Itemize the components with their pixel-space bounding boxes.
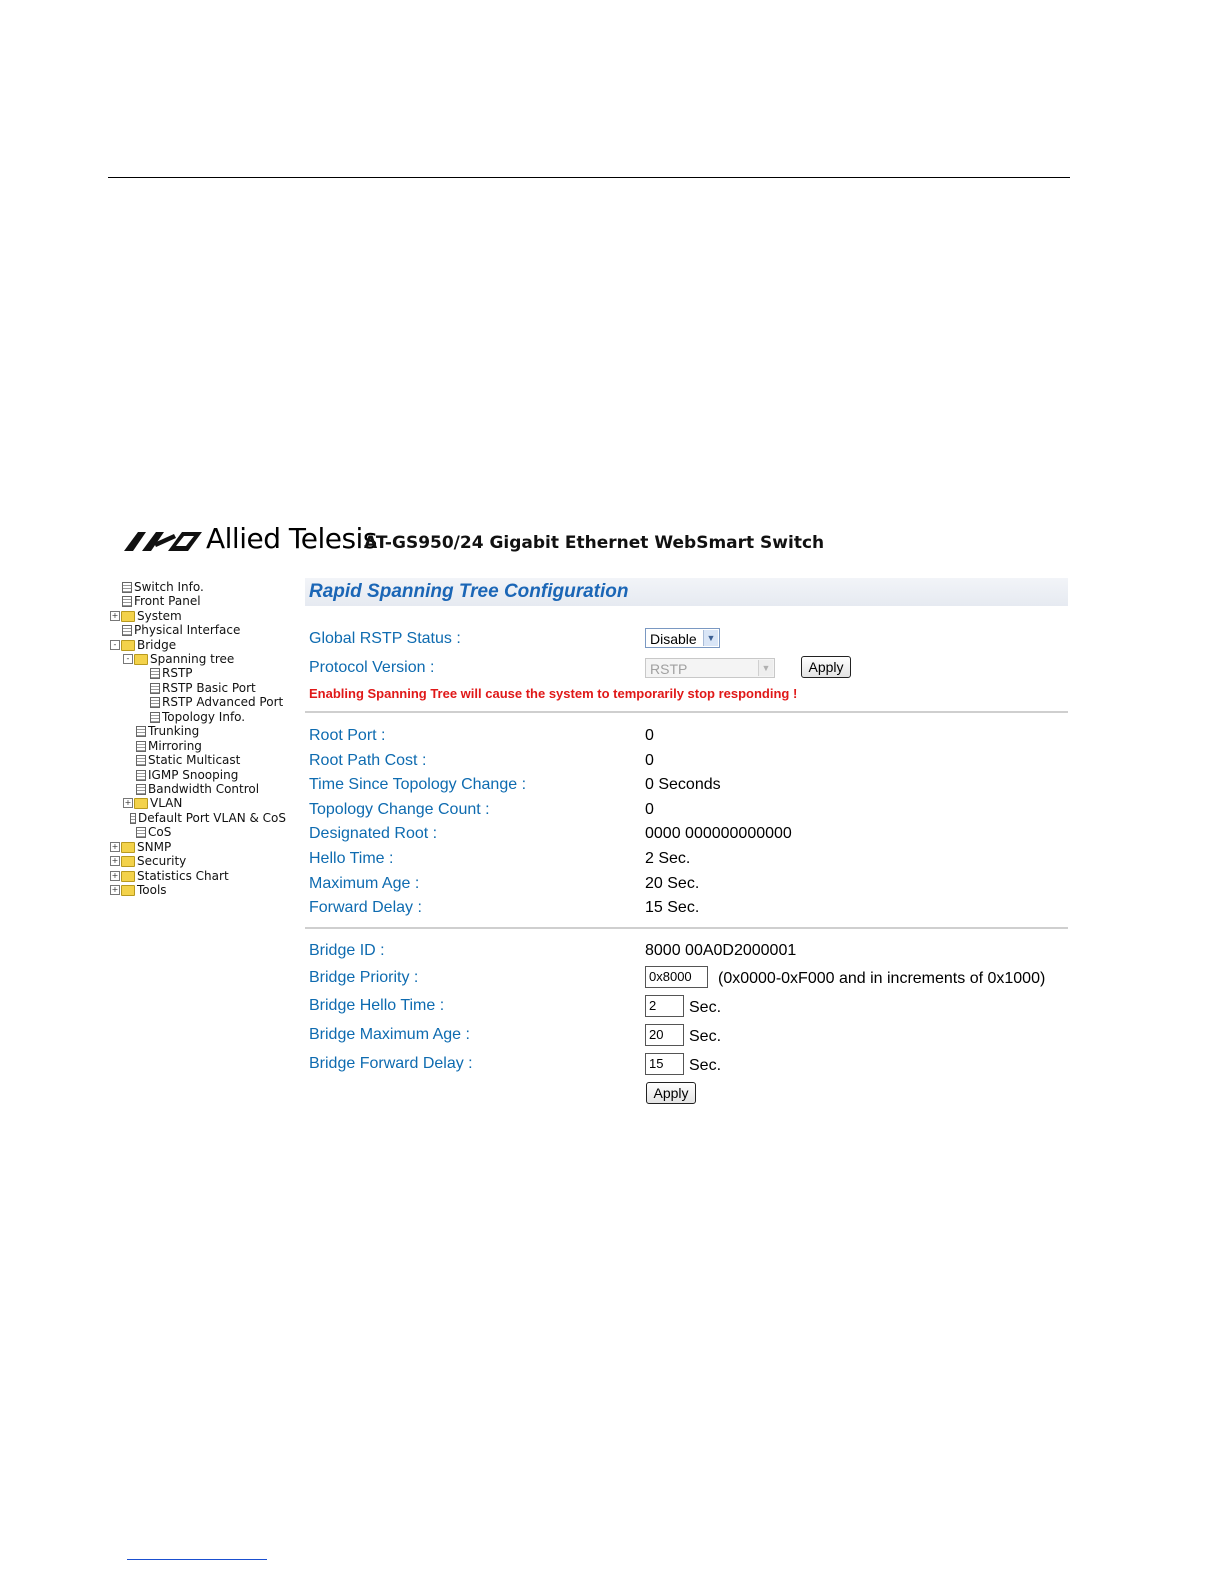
topology-change-count-label: Topology Change Count :	[309, 801, 490, 818]
tree-item-label: Switch Info.	[134, 580, 204, 594]
chevron-down-icon: ▼	[758, 660, 773, 676]
expand-plus-icon[interactable]: +	[111, 611, 119, 620]
tree-item-label: Trunking	[148, 724, 200, 738]
bridge-hello-time-input[interactable]: 2	[645, 995, 684, 1017]
document-icon	[136, 770, 146, 781]
bridge-hello-time-unit: Sec.	[689, 999, 722, 1016]
time-since-topology-change-value: 0 Seconds	[645, 776, 721, 793]
divider	[305, 927, 1068, 929]
bridge-forward-delay-label: Bridge Forward Delay :	[309, 1055, 473, 1072]
bridge-id-value: 8000 00A0D2000001	[645, 942, 797, 959]
hello-time-label: Hello Time :	[309, 850, 394, 867]
apply-status-button[interactable]: Apply	[801, 656, 851, 678]
tree-item-tools[interactable]	[110, 883, 167, 897]
expand-plus-icon[interactable]: +	[111, 885, 119, 894]
bridge-priority-input[interactable]: 0x8000	[645, 966, 708, 988]
folder-icon	[121, 611, 135, 622]
tree-item-label: Physical Interface	[134, 623, 241, 637]
tree-item-snmp[interactable]	[110, 840, 171, 854]
bridge-maximum-age-input[interactable]: 20	[645, 1024, 684, 1046]
bridge-hello-time-label: Bridge Hello Time :	[309, 997, 445, 1014]
forward-delay-value: 15 Sec.	[645, 899, 700, 916]
root-path-cost-value: 0	[645, 752, 654, 769]
tree-item-label: Static Multicast	[148, 753, 241, 767]
tree-item-topology-info[interactable]	[140, 710, 245, 724]
collapse-minus-icon[interactable]: -	[123, 654, 133, 664]
tree-item-rstp-advanced-port[interactable]	[140, 695, 283, 709]
bridge-id-label: Bridge ID :	[309, 942, 385, 959]
tree-item-vlan[interactable]	[123, 796, 182, 810]
bridge-maximum-age-label: Bridge Maximum Age :	[309, 1026, 470, 1043]
tree-item-label: Spanning tree	[150, 652, 235, 666]
page-title: Rapid Spanning Tree Configuration	[309, 581, 629, 602]
document-icon	[136, 726, 146, 737]
tree-item-bandwidth-control[interactable]	[126, 782, 259, 796]
tree-item-trunking[interactable]	[126, 724, 199, 738]
bridge-priority-label: Bridge Priority :	[309, 969, 419, 986]
footer-link-underline[interactable]	[127, 1559, 267, 1560]
collapse-minus-icon[interactable]: -	[110, 640, 120, 650]
tree-item-label: Default Port VLAN & CoS	[138, 811, 286, 825]
designated-root-value: 0000 000000000000	[645, 825, 792, 842]
tree-item-switch-info[interactable]	[112, 580, 204, 594]
root-path-cost-label: Root Path Cost :	[309, 752, 427, 769]
folder-icon	[121, 885, 135, 896]
tree-item-rstp-basic-port[interactable]	[140, 681, 256, 695]
app-header	[110, 514, 1070, 566]
global-rstp-status-value: Disable	[650, 631, 697, 647]
expand-plus-icon[interactable]: +	[111, 842, 119, 851]
designated-root-label: Designated Root :	[309, 825, 438, 842]
global-rstp-status-select[interactable]	[645, 628, 720, 648]
bridge-maximum-age-unit: Sec.	[689, 1028, 722, 1045]
expand-plus-icon[interactable]: +	[124, 798, 132, 807]
tree-item-label: Topology Info.	[162, 710, 246, 724]
tree-item-igmp-snooping[interactable]	[126, 768, 238, 782]
document-icon	[150, 683, 160, 694]
tree-item-spanning-tree[interactable]	[123, 652, 234, 666]
folder-icon	[121, 842, 135, 853]
document-icon	[136, 741, 146, 752]
bridge-priority-hint: (0x0000-0xF000 and in increments of 0x1000)	[718, 970, 1046, 987]
divider	[305, 711, 1068, 713]
tree-item-rstp[interactable]	[140, 666, 193, 680]
tree-item-label: CoS	[148, 825, 172, 839]
apply-bridge-button[interactable]: Apply	[646, 1082, 696, 1104]
protocol-version-value: RSTP	[650, 661, 688, 677]
hello-time-value: 2 Sec.	[645, 850, 691, 867]
topology-change-count-value: 0	[645, 801, 654, 818]
folder-icon	[121, 871, 135, 882]
document-icon	[122, 596, 132, 607]
tree-item-label: RSTP Basic Port	[162, 681, 256, 695]
folder-icon	[121, 856, 135, 867]
tree-item-mirroring[interactable]	[126, 739, 202, 753]
global-rstp-status-label: Global RSTP Status :	[309, 630, 461, 647]
expand-plus-icon[interactable]: +	[111, 871, 119, 880]
rstp-config-panel	[305, 578, 1070, 1106]
tree-item-label: Mirroring	[148, 739, 202, 753]
chevron-down-icon: ▼	[703, 630, 718, 646]
tree-item-label: Security	[137, 854, 187, 868]
document-icon	[136, 755, 146, 766]
tree-item-label: System	[137, 609, 182, 623]
allied-telesis-logo-icon	[124, 530, 204, 552]
brand-name: Allied Telesis	[206, 522, 377, 555]
root-port-label: Root Port :	[309, 727, 386, 744]
switch-web-ui-screenshot	[110, 514, 1070, 1106]
time-since-topology-change-label: Time Since Topology Change :	[309, 776, 527, 793]
switch-model: AT-GS950/24 Gigabit Ethernet WebSmart Switch	[364, 533, 825, 553]
document-icon	[150, 712, 160, 723]
tree-item-static-multicast[interactable]	[126, 753, 240, 767]
title-bar	[305, 578, 1068, 606]
document-icon	[136, 784, 146, 795]
tree-item-default-port-vlan-cos[interactable]	[126, 811, 286, 825]
tree-item-label: VLAN	[150, 796, 183, 810]
tree-item-label: Front Panel	[134, 594, 201, 608]
tree-item-label: Bridge	[137, 638, 177, 652]
tree-item-security[interactable]	[110, 854, 186, 868]
tree-item-physical-interface[interactable]	[112, 623, 240, 637]
tree-item-label: RSTP Advanced Port	[162, 695, 284, 709]
document-icon	[122, 582, 132, 593]
expand-plus-icon[interactable]: +	[111, 856, 119, 865]
document-icon	[122, 625, 132, 636]
tree-item-cos[interactable]	[126, 825, 171, 839]
folder-open-icon	[134, 654, 148, 665]
tree-item-label: Tools	[137, 883, 167, 897]
page-header-rule	[108, 177, 1070, 178]
document-icon	[130, 813, 136, 824]
document-icon	[150, 668, 160, 679]
tree-item-statistics-chart[interactable]	[110, 869, 229, 883]
protocol-version-select	[645, 658, 775, 678]
spanning-tree-warning: Enabling Spanning Tree will cause the system to temporarily stop responding !	[309, 686, 798, 701]
bridge-forward-delay-input[interactable]: 15	[645, 1053, 684, 1075]
tree-item-bridge[interactable]	[110, 638, 176, 652]
forward-delay-label: Forward Delay :	[309, 899, 422, 916]
tree-item-label: RSTP	[162, 666, 193, 680]
document-icon	[136, 827, 146, 838]
protocol-version-label: Protocol Version :	[309, 659, 435, 676]
maximum-age-label: Maximum Age :	[309, 875, 420, 892]
tree-item-label: SNMP	[137, 840, 172, 854]
folder-open-icon	[121, 640, 135, 651]
bridge-forward-delay-unit: Sec.	[689, 1057, 722, 1074]
tree-item-label: IGMP Snooping	[148, 768, 239, 782]
tree-item-system[interactable]	[110, 609, 182, 623]
tree-item-label: Statistics Chart	[137, 869, 229, 883]
folder-icon	[134, 798, 148, 809]
root-port-value: 0	[645, 727, 654, 744]
maximum-age-value: 20 Sec.	[645, 875, 700, 892]
document-icon	[150, 697, 160, 708]
tree-item-front-panel[interactable]	[112, 594, 201, 608]
tree-item-label: Bandwidth Control	[148, 782, 260, 796]
